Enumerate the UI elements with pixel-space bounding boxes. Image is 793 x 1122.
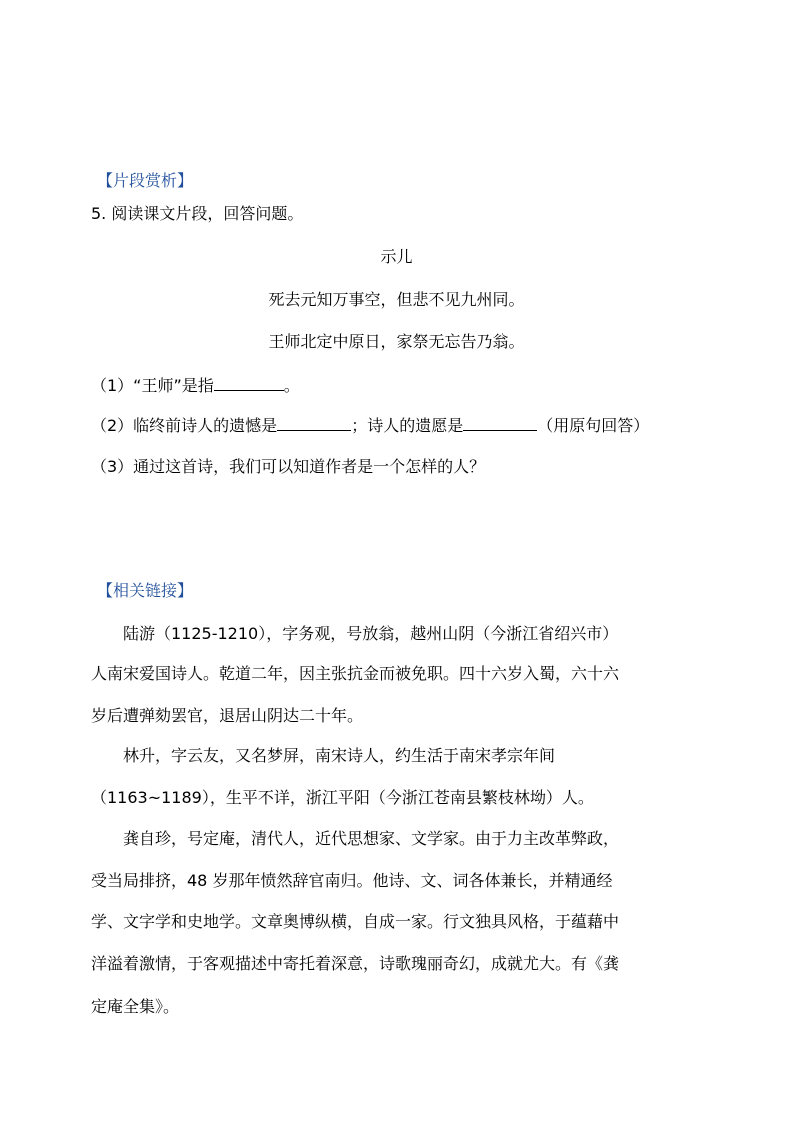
section-heading-links: 【相关链接】 — [97, 581, 194, 600]
paragraph-gongzizhen-line-2: 受当局排挤，48 岁那年愤然辞官南归。他诗、文、词各体兼长，并精通经 — [91, 871, 613, 890]
question-2-middle: ；诗人的遗愿是 — [351, 416, 464, 435]
paragraph-luyou-line-1: 陆游（1125-1210），字务观，号放翁，越州山阴（今浙江省绍兴市） — [123, 624, 619, 643]
paragraph-gongzizhen-line-3: 学、文字学和史地学。文章奥博纵横，自成一家。行文独具风格，于蕴藉中 — [91, 912, 620, 931]
paragraph-linsheng-line-2: （1163~1189），生平不详，浙江平阳（今浙江苍南县繁枝林坳）人。 — [91, 788, 594, 807]
question-2-suffix: （用原句回答） — [537, 416, 650, 435]
question-2 — [91, 414, 649, 437]
question-1 — [91, 374, 300, 397]
answer-blank-2[interactable] — [277, 414, 351, 431]
poem-line-1: 死去元知万事空，但悲不见九州同。 — [268, 290, 525, 309]
poem-title: 示儿 — [380, 247, 413, 266]
paragraph-luyou-line-3: 岁后遭弹劾罢官，退居山阴达二十年。 — [91, 706, 364, 725]
question-2-prefix: （2）临终前诗人的遗憾是 — [91, 416, 278, 435]
paragraph-linsheng-line-1: 林升，字云友，又名梦屏，南宋诗人，约生活于南宋孝宗年间 — [123, 746, 556, 765]
question-intro: 5. 阅读课文片段，回答问题。 — [91, 204, 304, 223]
paragraph-gongzizhen-line-1: 龚自珍，号定庵，清代人，近代思想家、文学家。由于力主改革弊政， — [123, 829, 620, 848]
question-3: （3）通过这首诗，我们可以知道作者是一个怎样的人？ — [91, 457, 486, 476]
answer-blank-3[interactable] — [463, 414, 537, 431]
paragraph-gongzizhen-line-5: 定庵全集》。 — [91, 997, 180, 1016]
question-1-suffix: 。 — [283, 376, 300, 395]
section-heading-excerpt: 【片段赏析】 — [97, 171, 194, 190]
poem-line-2: 王师北定中原日，家祭无忘告乃翁。 — [268, 332, 525, 351]
paragraph-gongzizhen-line-4: 洋溢着激情，于客观描述中寄托着深意，诗歌瑰丽奇幻，成就尤大。有《龚 — [91, 954, 620, 973]
paragraph-luyou-line-2: 人南宋爱国诗人。乾道二年，因主张抗金而被免职。四十六岁入蜀，六十六 — [91, 664, 620, 683]
question-1-prefix: （1）“王师”是指 — [91, 376, 214, 395]
answer-blank-1[interactable] — [214, 374, 284, 391]
